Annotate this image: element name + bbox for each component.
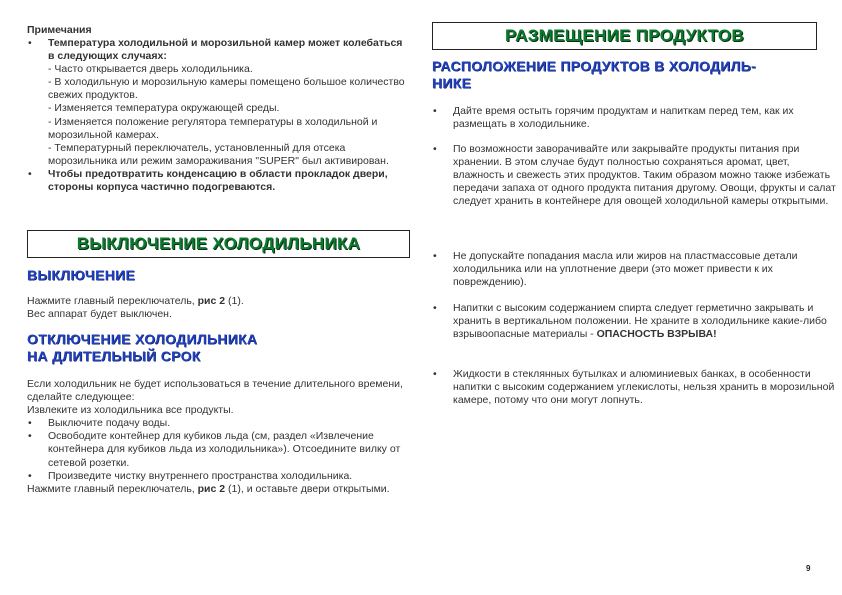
- placement-heading-line: РАСПОЛОЖЕНИЕ ПРОДУКТОВ В ХОЛОДИЛЬ-: [432, 58, 757, 74]
- note-subitem: - Изменяется температура окружающей среды.: [48, 102, 280, 115]
- switch-off-text: [27, 295, 410, 321]
- placement-bullet: [432, 302, 838, 341]
- switch-off-heading: ВЫКЛЮЧЕНИЕ: [27, 267, 136, 283]
- long-term-bullet: • Выключите подачу воды.: [27, 417, 407, 430]
- notes-list: [27, 37, 410, 194]
- placement-bullet: • Дайте время остыть горячим продуктам и напиткам перед тем, как их размещать в холодильнике.: [432, 105, 838, 131]
- switch-off-line: Вес аппарат будет выключен.: [27, 308, 172, 321]
- note-item: [27, 37, 410, 168]
- switch-off-banner: ВЫКЛЮЧЕНИЕ ХОЛОДИЛЬНИКА: [27, 230, 410, 258]
- switch-off-line: Нажмите главный переключатель, рис 2 (1).: [27, 295, 244, 307]
- placement-bullet: • Не допускайте попадания масла или жиров на пластмассовые детали холодильника или на уплотнение двери (это может привести к их повреждению).: [432, 250, 838, 289]
- placement-banner: РАЗМЕЩЕНИЕ ПРОДУКТОВ: [432, 22, 817, 50]
- long-term-intro: Если холодильник не будет использоваться в течение длительного времени, сделайте следующее:: [27, 378, 403, 404]
- note-item: [27, 168, 410, 194]
- placement-bullet: • По возможности заворачивайте или закрывайте продукты питания при хранении. В этом случае будут полностью сохраняться аромат, цвет, влажность и свежесть этих продуктов. Таким образом можно также избежать передачи запаха от одного продукта питания другому. Овощи, фрукты и салат следует хранить в контейнере для овощей холодильной камеры открытыми.: [432, 143, 838, 208]
- placement-heading: [432, 58, 817, 92]
- note-item-text: Температура холодильной и морозильной камер может колебаться в следующих случаях:: [48, 37, 403, 63]
- placement-bullet-text: Напитки с высоким содержанием спирта следует герметично закрывать и хранить в вертикальном положении. Не храните в холодильнике какие-либо взрывоопасные материалы -: [453, 302, 827, 341]
- long-term-heading-line: ОТКЛЮЧЕНИЕ ХОЛОДИЛЬНИКА: [27, 331, 258, 347]
- note-subitem: - В холодильную и морозильную камеры помещено большое количество свежих продуктов.: [48, 76, 405, 102]
- placement-heading-line: НИКЕ: [432, 75, 472, 91]
- long-term-heading: [27, 331, 257, 365]
- long-term-intro2: Извлеките из холодильника все продукты.: [27, 404, 234, 417]
- note-subitem: - Изменяется положение регулятора температуры в холодильной и морозильной камерах.: [48, 115, 378, 141]
- long-term-body: [27, 378, 407, 496]
- long-term-bullet: • Произведите чистку внутреннего пространства холодильника.: [27, 470, 407, 483]
- long-term-heading-line: НА ДЛИТЕЛЬНЫЙ СРОК: [27, 348, 201, 364]
- long-term-final: Нажмите главный переключатель, рис 2 (1), и оставьте двери открытыми.: [27, 482, 390, 495]
- placement-bullet: • Жидкости в стеклянных бутылках и алюминиевых банках, в особенности напитки с высоким содержанием углекислоты, нельзя хранить в морозильной камере, потому что они могут лопнуть.: [432, 368, 838, 407]
- note-item-text: Чтобы предотвратить конденсацию в области прокладок двери, стороны корпуса частично подогреваются.: [48, 167, 388, 194]
- long-term-bullet: • Освободите контейнер для кубиков льда (см, раздел «Извлечение контейнера для кубиков льда из холодильника»). Отсоедините вилку от сетевой розетки.: [27, 430, 407, 469]
- notes-title: Примечания: [27, 24, 92, 36]
- note-subitem: - Часто открывается дверь холодильника.: [48, 63, 253, 76]
- note-subitem: - Температурный переключатель, установленный для отсека морозильника или режим замораживания "SUPER" был активирован.: [48, 141, 389, 167]
- explosion-warning: ОПАСНОСТЬ ВЗРЫВА!: [596, 328, 717, 341]
- page-number: 9: [806, 564, 811, 573]
